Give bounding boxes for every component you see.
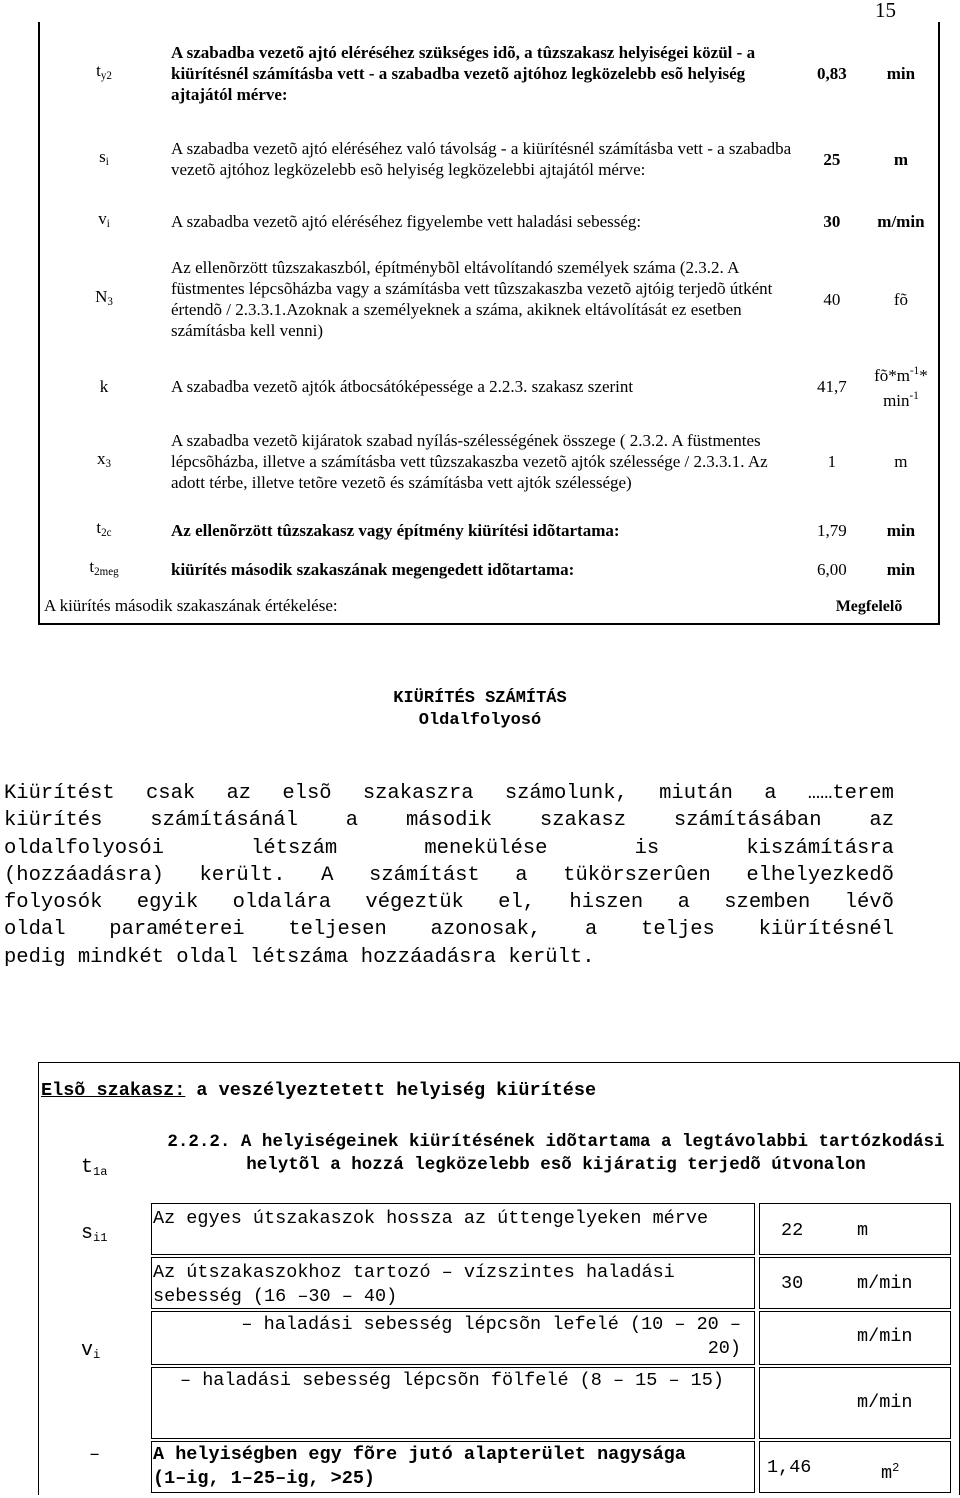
row-description: kiürítés második szakaszának megengedett idõtartama:: [171, 559, 575, 579]
vi-unit-horizontal: m/min: [857, 1273, 913, 1294]
table-row: $t_{y2}$ A szabadba vezetõ ajtó eléréséhez szükséges idõ, a tûzszakasz helyiségei közül - a kiürítésnél számításba vett - a szabadba vezetõ ajtóhoz legközelebb esõ helyiség ajtajától mérve: 0,83 min: [39, 32, 939, 114]
row-value: 1: [827, 451, 837, 471]
row-unit: min: [864, 32, 939, 114]
page-number: 15: [875, 0, 896, 22]
area-per-person-unit: $m^2$: [881, 1461, 900, 1484]
symbol-t1a: $t_{1a}$: [81, 1156, 108, 1179]
table-row: $N_3$ Az ellenõrzött tûzszakaszból, építménybõl eltávolítandó személyek száma (2.3.2. A füstmentes lépcsõházba vagy a számításba vett tûzszakaszba vezetõ ajtóig terjedõ útként értendõ / 2.3.3.1.Azoknak a személyeknek a száma, akiknek eltávolítását ez esetben számításba kell venni) 40 fõ: [39, 238, 939, 360]
row-unit: m: [864, 412, 939, 510]
t1a-description: 2.2.2. A helyiségeinek kiürítésének idõtartama a legtávolabbi tartózkodási helytõl a hozzá legközelebb esõ kijáratig terjedõ útvonalon: [167, 1132, 945, 1175]
symbol-si1: $s_{i1}$: [81, 1222, 108, 1245]
explanation-paragraph: [4, 780, 894, 971]
area-per-person-description: A helyiségben egy fõre jutó alapterület nagysága (1–ig, 1–25–ig, >25): [153, 1444, 686, 1489]
vi-unit-down: m/min: [857, 1326, 913, 1347]
paragraph-line: folyosók egyik oldalára végeztük el, hiszen a szemben lévõ: [4, 891, 894, 915]
si1-value: 22: [781, 1220, 804, 1241]
row-value: 0,83: [817, 63, 847, 83]
si1-description: Az egyes útszakaszok hossza az úttengelyeken mérve: [153, 1208, 709, 1229]
si1-unit: m: [857, 1220, 869, 1241]
paragraph-line: kiürítés számításánál a második szakasz számításában az: [4, 809, 894, 833]
row-unit: m: [864, 114, 939, 204]
row-value: 41,7: [817, 376, 847, 396]
section-heading: [0, 688, 960, 732]
row-value: 1,79: [817, 520, 847, 540]
heading-title: KIÜRÍTÉS SZÁMÍTÁS: [393, 689, 567, 708]
vi-description-up: – haladási sebesség lépcsõn fölfelé (8 – 15 – 15): [180, 1370, 724, 1391]
table-row: $s_i$ A szabadba vezetõ ajtó eléréséhez való távolság - a kiürítésnél számításba vett - a szabadba vezetõ ajtóhoz legközelebb esõ helyiség legközelebbi ajtajától mérve: 25 m: [39, 114, 939, 204]
symbol-dash: –: [89, 1444, 101, 1465]
vi-value-horizontal: 30: [781, 1273, 804, 1294]
first-stage-table: [38, 1062, 960, 1495]
table-row: $x_3$ A szabadba vezetõ kijáratok szabad nyílás-szélességének összege ( 2.3.2. A füstmentes lépcsõházba, illetve a számításba vett tûzszakaszba vezetõ ajtók szélessége / 2.3.3.1. Az adott térbe, illetve tetõre vezetõ és számításba vett ajtók szélessége) 1 m: [39, 412, 939, 510]
row-unit: min: [864, 510, 939, 550]
row-value: 30: [823, 211, 841, 231]
table-row: $t_{2c}$ Az ellenõrzött tûzszakasz vagy építmény kiürítési idõtartama: 1,79 min: [39, 510, 939, 550]
heading-subtitle: Oldalfolyosó: [418, 711, 542, 730]
evaluation-value: Megfelelõ: [835, 597, 903, 615]
vi-description-horizontal: Az útszakaszokhoz tartozó – vízszintes haladási sebesség (16 –30 – 40): [153, 1262, 675, 1307]
evacuation-table-second-stage: [38, 22, 940, 625]
symbol: t: [96, 60, 101, 80]
row-description: A szabadba vezetõ ajtók átbocsátóképessége a 2.2.3. szakasz szerint: [171, 376, 634, 396]
area-per-person-value: 1,46: [767, 1457, 812, 1478]
row-unit: min: [864, 550, 939, 588]
row-description: Az ellenõrzött tûzszakaszból, építménybõl eltávolítandó személyek száma (2.3.2. A füstmentes lépcsõházba vagy a számításba vett tûzszakaszba vezetõ ajtóig terjedõ útként értendõ / 2.3.3.1.Azoknak a személyeknek a száma, akiknek eltávolítását ez esetben számításba kell venni): [171, 258, 773, 340]
row-description: Az ellenõrzött tûzszakasz vagy építmény kiürítési idõtartama:: [171, 520, 620, 540]
row-description: A szabadba vezetõ ajtó eléréséhez figyelembe vett haladási sebesség:: [171, 211, 642, 231]
vi-unit-up: m/min: [857, 1392, 913, 1413]
row-value: 6,00: [817, 559, 847, 579]
paragraph-line: oldal paraméterei teljesen azonosak, a teljes kiürítésnél: [4, 918, 894, 942]
paragraph-line: (hozzáadásra) került. A számítást a tükörszerûen elhelyezkedõ: [4, 863, 894, 887]
evaluation-label: A kiürítés második szakaszának értékelése:: [39, 588, 800, 624]
row-description: A szabadba vezetõ kijáratok szabad nyílás-szélességének összege ( 2.3.2. A füstmentes lépcsõházba, illetve a számításba vett tûzszakaszba vezetõ ajtók szélessége / 2.3.3.1. Az adott térbe, illetve tetõre vezetõ és számításba vett ajtók szélessége): [171, 430, 768, 492]
row-unit: m/min: [864, 204, 939, 238]
table-row: $v_i$ A szabadba vezetõ ajtó eléréséhez figyelembe vett haladási sebesség: 30 m/min: [39, 204, 939, 238]
paragraph-line: oldalfolyosói létszám menekülése is kiszámításra: [4, 836, 894, 860]
row-description: A szabadba vezetõ ajtó eléréséhez való távolság - a kiürítésnél számításba vett - a szabadba vezetõ ajtóhoz legközelebb esõ helyiség legközelebbi ajtajától mérve:: [171, 139, 792, 179]
evaluation-row: [39, 588, 939, 624]
row-unit: $fõ*m^{-1}*$ $\min^{-1}$: [864, 360, 939, 412]
row-value: 25: [823, 149, 841, 169]
row-description: A szabadba vezetõ ajtó eléréséhez szükséges idõ, a tûzszakasz helyiségei közül - a kiürítésnél számításba vett - a szabadba vezetõ ajtóhoz legközelebb esõ helyiség ajtajától mérve:: [171, 42, 756, 104]
vi-description-down: – haladási sebesség lépcsõn lefelé (10 – 20 – 20): [241, 1314, 741, 1359]
paragraph-line: Kiürítést csak az elsõ szakaszra számolunk, miután a ……terem: [4, 782, 894, 805]
row-value: 40: [823, 289, 841, 309]
symbol-vi: $v_i$: [81, 1339, 101, 1362]
row-unit: fõ: [864, 238, 939, 360]
paragraph-line: pedig mindkét oldal létszáma hozzáadásra került.: [4, 945, 595, 969]
table-row: $t_{2meg}$ kiürítés második szakaszának megengedett idõtartama: 6,00 min: [39, 550, 939, 588]
table-row: k A szabadba vezetõ ajtók átbocsátóképessége a 2.2.3. szakasz szerint 41,7 $fõ*m^{-1}*$ $\min^{-1}$: [39, 360, 939, 412]
first-stage-title: Elsõ szakasz: a veszélyeztetett helyiség kiürítése: [41, 1080, 597, 1101]
